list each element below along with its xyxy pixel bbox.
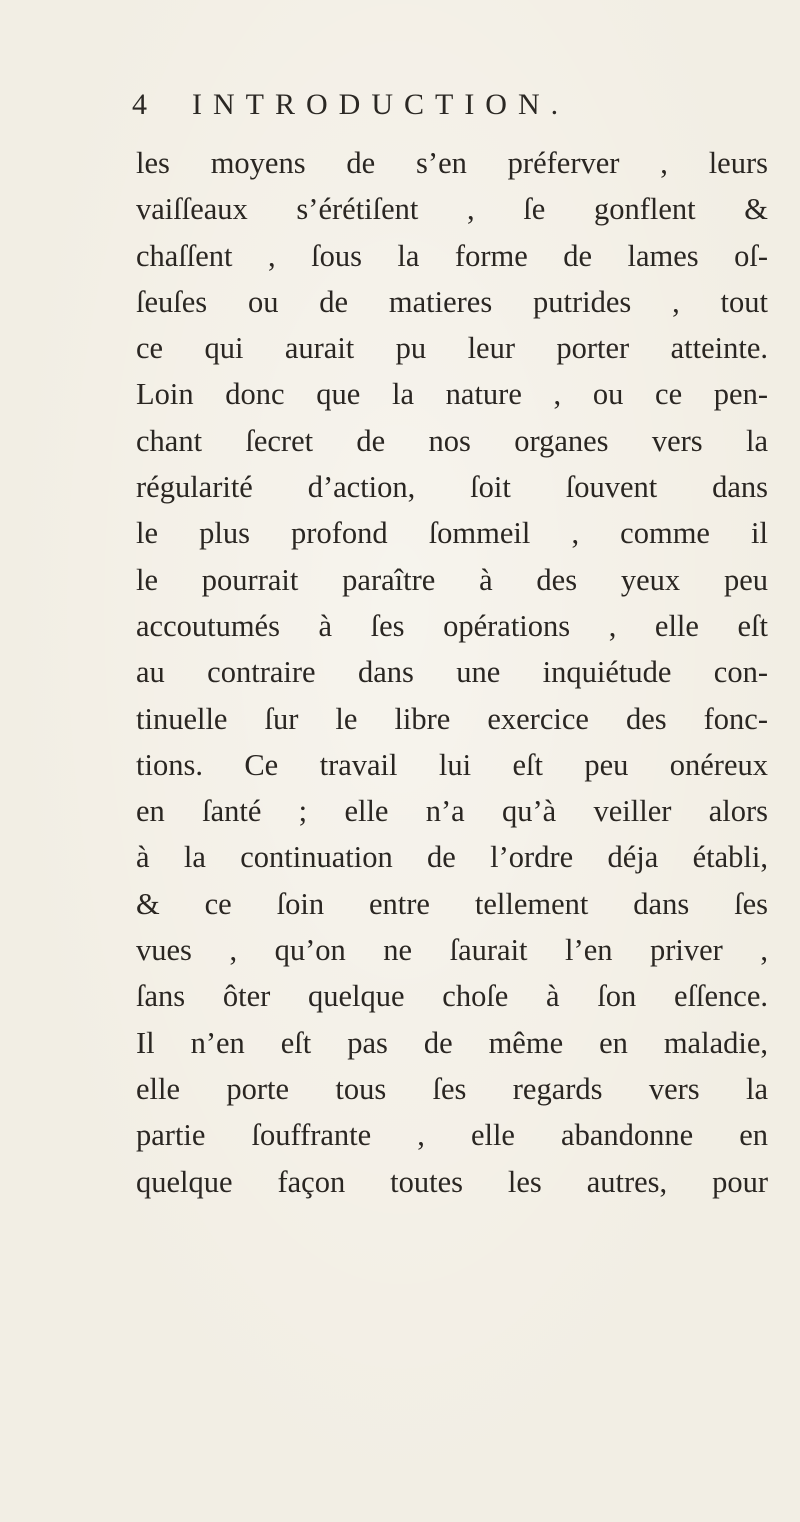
text-line: vaiſſeaux s’érétiſent , ſe gonflent & — [136, 192, 768, 227]
text-line: ſans ôter quelque choſe à ſon eſſence. — [136, 979, 768, 1014]
running-title: INTRODUCTION. — [192, 88, 570, 121]
text-line: & ce ſoin entre tellement dans ſes — [136, 886, 768, 921]
text-line: chant ſecret de nos organes vers la — [136, 423, 768, 458]
text-line: quelque façon toutes les autres, pour — [136, 1164, 768, 1199]
body-text — [136, 140, 776, 1205]
page-header — [132, 88, 692, 128]
text-line: tions. Ce travail lui eſt peu onéreux — [136, 747, 768, 782]
text-line: le plus profond ſommeil , comme il — [136, 516, 768, 551]
text-line: les moyens de s’en préferver , leurs — [136, 146, 768, 180]
text-line: en ſanté ; elle n’a qu’à veiller alors — [136, 794, 768, 829]
text-line: ce qui aurait pu leur porter atteinte. — [136, 331, 768, 366]
text-line: tinuelle ſur le libre exercice des fonc- — [136, 701, 768, 736]
text-line: accoutumés à ſes opérations , elle eſt — [136, 608, 768, 643]
text-line: à la continuation de l’ordre déja établi, — [136, 840, 768, 875]
text-line: au contraire dans une inquiétude con- — [136, 655, 768, 690]
text-line: régularité d’action, ſoit ſouvent dans — [136, 470, 768, 505]
text-line: vues , qu’on ne ſaurait l’en priver , — [136, 933, 768, 968]
page-number: 4 — [132, 88, 147, 121]
text-line: Loin donc que la nature , ou ce pen- — [136, 377, 768, 412]
text-line: elle porte tous ſes regards vers la — [136, 1071, 768, 1106]
text-line: partie ſouffrante , elle abandonne en — [136, 1118, 768, 1153]
text-line: Il n’en eſt pas de même en maladie, — [136, 1025, 768, 1060]
text-line: le pourrait paraître à des yeux peu — [136, 562, 768, 597]
text-line: ſeuſes ou de matieres putrides , tout — [136, 284, 768, 319]
text-line: chaſſent , ſous la forme de lames oſ- — [136, 238, 768, 273]
